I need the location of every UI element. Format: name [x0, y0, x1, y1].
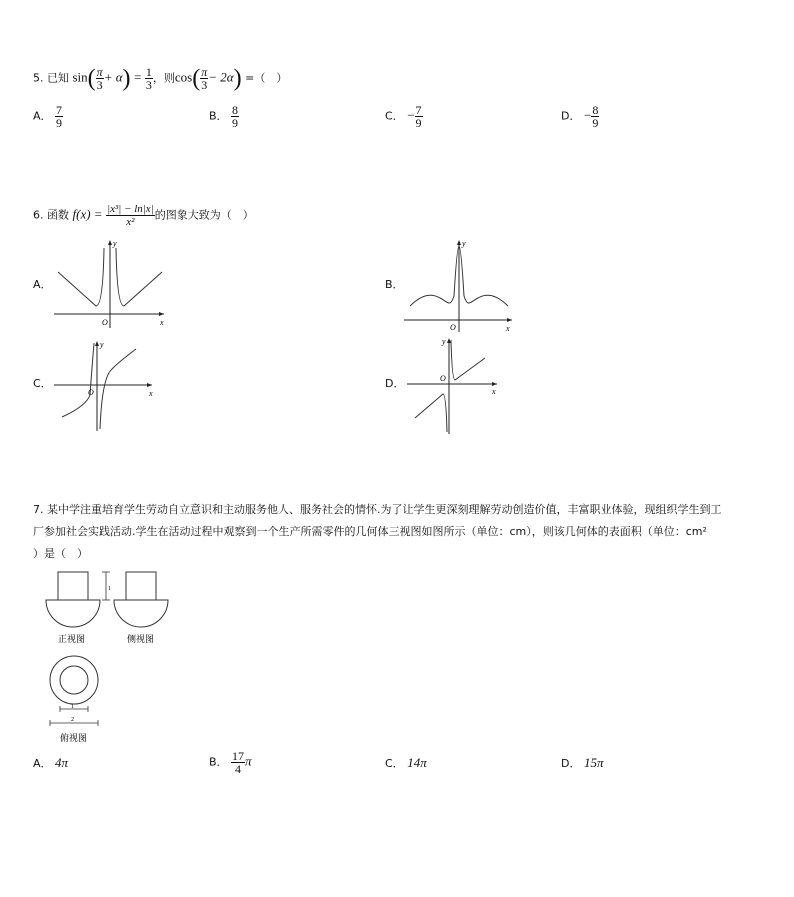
svg-text:x: x [160, 318, 164, 327]
curve-right [100, 349, 136, 429]
q6-option-a[interactable] [33, 278, 52, 292]
q7-option-a[interactable] [33, 756, 68, 771]
svg-text:y: y [462, 239, 466, 248]
option-value: 4π [55, 755, 69, 770]
option-label: B． [385, 278, 404, 291]
q6-option-d[interactable] [385, 377, 404, 391]
svg-text:y: y [113, 239, 117, 248]
option-label: C． [385, 757, 404, 770]
q5-option-d[interactable] [561, 104, 599, 129]
q7-option-d[interactable] [561, 756, 604, 771]
svg-text:x: x [149, 389, 153, 398]
side-view [114, 572, 168, 627]
option-fraction: $\frac{17}{4}$ [232, 749, 245, 776]
front-view-caption: 正视图 [58, 634, 86, 644]
option-fraction: $\frac{8}{9}$ [232, 103, 239, 130]
function-name: f(x) = [72, 206, 103, 222]
minus-sign: − [583, 107, 592, 123]
cos-label: cos [174, 69, 193, 85]
graph-b[interactable] [402, 236, 522, 336]
graph-d[interactable] [405, 334, 505, 436]
svg-text:y: y [442, 337, 446, 346]
svg-text:O: O [450, 323, 456, 332]
question-5-stem: 5. 已知 sin( $\frac{\pi}{3}$ + α) = $\frac{1}{3}$ ，则cos( $\frac{\pi}{3}$ − 2α) =（ ） [33, 65, 288, 92]
option-label: A． [33, 278, 52, 291]
pi-symbol: π [245, 753, 252, 769]
svg-text:x: x [492, 387, 496, 396]
option-label: B． [209, 755, 228, 769]
question-7-line-3: ）是（ ） [33, 547, 88, 560]
answer-blank: =（ ） [245, 71, 288, 85]
option-label: A． [33, 109, 52, 123]
svg-text:x: x [506, 324, 510, 333]
three-views-figure [40, 568, 175, 748]
curve-left [58, 248, 104, 306]
then-text: ，则 [152, 71, 175, 85]
curve-right [116, 248, 162, 306]
option-label: D． [561, 757, 581, 770]
option-fraction: $\frac{7}{9}$ [415, 103, 422, 130]
graph-a[interactable] [52, 236, 172, 331]
minus-2alpha: − 2α [208, 69, 234, 85]
curve-left [62, 343, 94, 417]
q6-option-b[interactable] [385, 278, 404, 292]
option-fraction: $\frac{8}{9}$ [592, 103, 599, 130]
option-label: C． [385, 109, 404, 123]
svg-text:1: 1 [108, 586, 111, 592]
side-view-caption: 侧视图 [127, 634, 155, 644]
q5-option-b[interactable] [209, 104, 239, 129]
question-number: 5. 已知 [33, 71, 69, 85]
pi-over-3-b: $\frac{\pi}{3}$ [201, 65, 208, 92]
curve-left [415, 394, 447, 432]
option-value: 14π [407, 755, 427, 770]
svg-text:y: y [100, 340, 104, 349]
option-label: A． [33, 757, 52, 770]
option-label: B． [209, 109, 228, 123]
option-label: D． [561, 109, 581, 123]
option-label: D． [385, 377, 405, 390]
equals: = [134, 69, 142, 85]
option-value: 15π [583, 755, 604, 770]
pi-over-3: $\frac{\pi}{3}$ [96, 65, 103, 92]
rhs-fraction: $\frac{1}{3}$ [145, 65, 152, 92]
q5-option-c[interactable] [385, 104, 423, 129]
top-view-caption: 俯视图 [60, 733, 88, 743]
sin-label: sin [72, 69, 88, 85]
curve-right [451, 340, 485, 380]
graph-c[interactable] [52, 337, 164, 433]
plus-alpha: + α [103, 69, 123, 85]
q7-option-b[interactable] [209, 750, 252, 775]
question-7-line-1: 7. 某中学注重培育学生劳动自立意识和主动服务他人、服务社会的情怀.为了让学生更深刻理解劳动创造价值，丰富职业体验，现组织学生到工 [33, 503, 722, 516]
option-fraction: $\frac{7}{9}$ [56, 103, 63, 130]
svg-text:2: 2 [71, 717, 74, 723]
function-fraction: $\frac{\text{|x³| − ln|x|}}{\text{x²}}$ [107, 203, 154, 228]
question-tail: 的图象大致为（ ） [154, 208, 254, 222]
question-number: 6. 函数 [33, 208, 69, 222]
question-6-stem [33, 203, 254, 228]
svg-text:1: 1 [71, 704, 74, 710]
q6-option-c[interactable] [33, 377, 52, 391]
q5-option-a[interactable] [33, 104, 63, 129]
front-view [46, 572, 111, 627]
minus-sign: − [407, 107, 415, 123]
question-7-line-2: 厂参加社会实践活动.学生在活动过程中观察到一个生产所需零件的几何体三视图如图所示（单位：cm），则该几何体的表面积（单位：cm² [33, 525, 707, 538]
top-view [50, 656, 98, 726]
svg-text:O: O [102, 318, 108, 327]
svg-text:O: O [88, 388, 94, 397]
option-label: C． [33, 377, 52, 390]
q7-option-c[interactable] [385, 756, 427, 771]
svg-text:O: O [440, 374, 446, 383]
